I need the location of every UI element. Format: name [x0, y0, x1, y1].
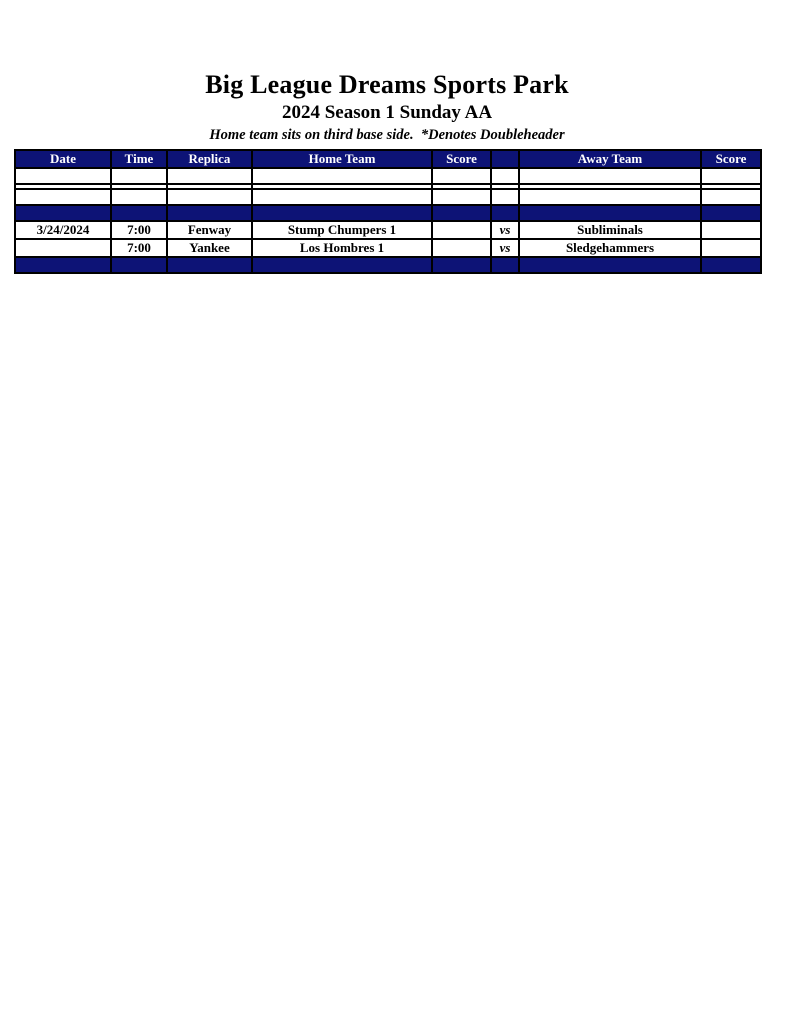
cell-replica: Fenway — [167, 221, 252, 239]
cell-time: 7:00 — [111, 239, 167, 257]
col-header-away-score: Score — [701, 150, 761, 168]
cell-away-score — [701, 239, 761, 257]
empty-cell — [15, 257, 111, 273]
empty-row — [15, 189, 761, 205]
col-header-home-score: Score — [432, 150, 491, 168]
empty-cell — [252, 168, 432, 184]
empty-cell — [701, 168, 761, 184]
cell-away-team: Subliminals — [519, 221, 701, 239]
cell-date — [15, 239, 111, 257]
empty-cell — [491, 205, 519, 221]
cell-away-team: Sledgehammers — [519, 239, 701, 257]
empty-cell — [432, 205, 491, 221]
empty-cell — [701, 205, 761, 221]
col-header-replica: Replica — [167, 150, 252, 168]
empty-cell — [111, 168, 167, 184]
empty-cell — [491, 168, 519, 184]
empty-cell — [519, 168, 701, 184]
empty-cell — [432, 189, 491, 205]
empty-cell — [519, 205, 701, 221]
empty-cell — [111, 205, 167, 221]
empty-cell — [432, 257, 491, 273]
col-header-vs — [491, 150, 519, 168]
col-header-time: Time — [111, 150, 167, 168]
header-row — [15, 150, 761, 168]
empty-cell — [519, 189, 701, 205]
col-header-date: Date — [15, 150, 111, 168]
empty-row — [15, 168, 761, 184]
schedule-table-body — [15, 168, 761, 273]
empty-cell — [432, 168, 491, 184]
cell-vs: vs — [491, 239, 519, 257]
cell-away-score — [701, 221, 761, 239]
empty-cell — [252, 189, 432, 205]
empty-cell — [701, 189, 761, 205]
cell-time: 7:00 — [111, 221, 167, 239]
page-title: Big League Dreams Sports Park — [205, 70, 569, 99]
cell-home-score — [432, 221, 491, 239]
cell-replica: Yankee — [167, 239, 252, 257]
page-subtitle: 2024 Season 1 Sunday AA — [281, 102, 493, 123]
cell-home-team: Stump Chumpers 1 — [252, 221, 432, 239]
empty-cell — [167, 257, 252, 273]
divider-row — [15, 257, 761, 273]
col-header-home-team: Home Team — [252, 150, 432, 168]
page-note: Home team sits on third base side. *Denotes Doubleheader — [209, 127, 565, 143]
divider-row — [15, 205, 761, 221]
empty-cell — [15, 205, 111, 221]
empty-cell — [15, 189, 111, 205]
empty-cell — [167, 168, 252, 184]
empty-cell — [252, 205, 432, 221]
cell-date: 3/24/2024 — [15, 221, 111, 239]
empty-cell — [167, 189, 252, 205]
empty-cell — [111, 189, 167, 205]
schedule-table — [14, 149, 762, 274]
cell-vs: vs — [491, 221, 519, 239]
cell-home-team: Los Hombres 1 — [252, 239, 432, 257]
empty-cell — [491, 189, 519, 205]
empty-cell — [252, 257, 432, 273]
empty-cell — [519, 257, 701, 273]
empty-cell — [491, 257, 519, 273]
col-header-away-team: Away Team — [519, 150, 701, 168]
table-row — [15, 221, 761, 239]
empty-cell — [111, 257, 167, 273]
table-row — [15, 239, 761, 257]
empty-cell — [167, 205, 252, 221]
empty-cell — [15, 168, 111, 184]
empty-cell — [701, 257, 761, 273]
cell-home-score — [432, 239, 491, 257]
